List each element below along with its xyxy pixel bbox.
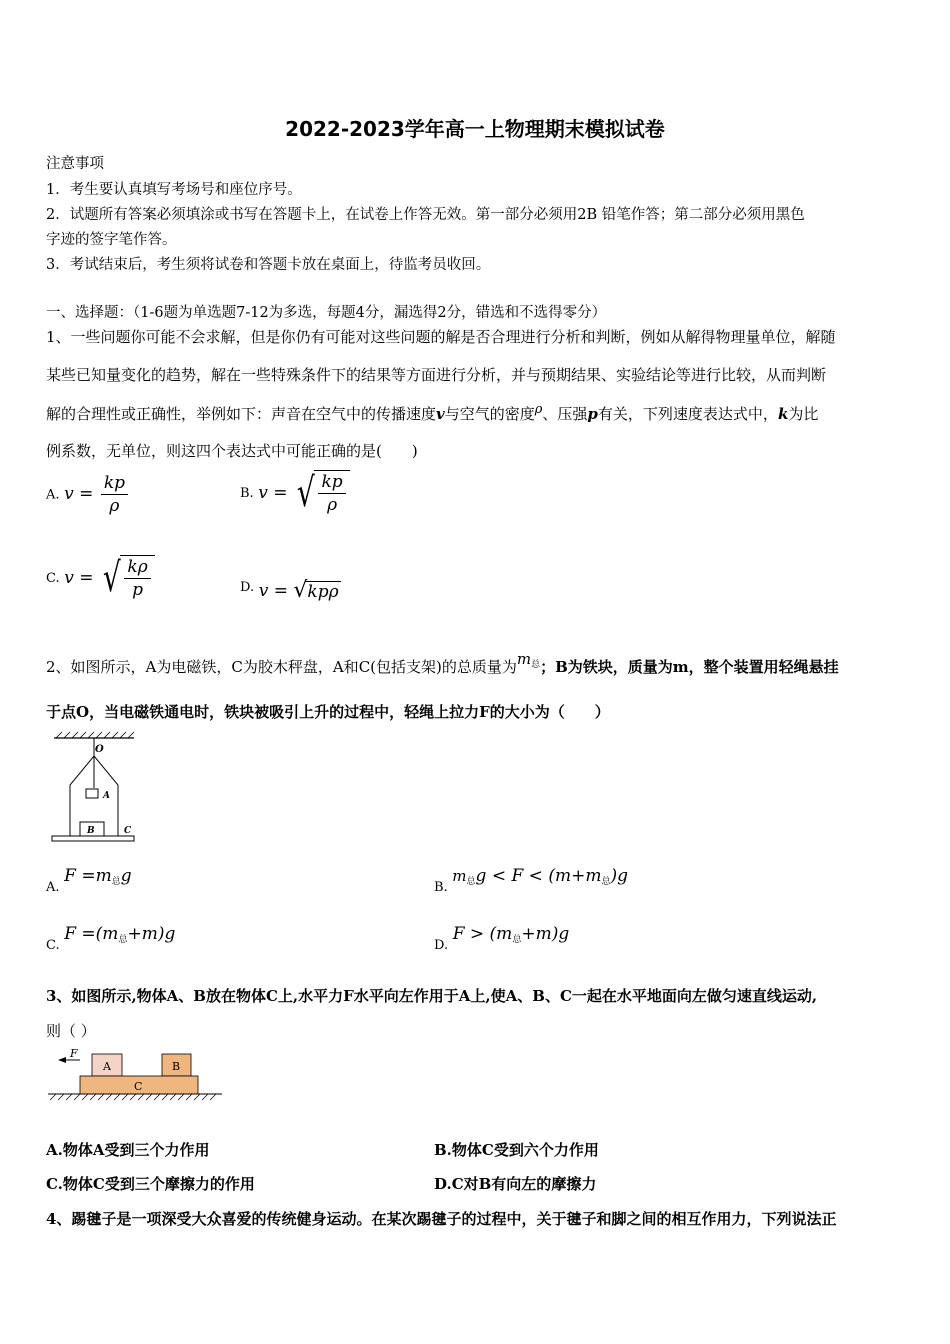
label-f: F xyxy=(70,1048,78,1060)
q1-option-d-lhs: v = xyxy=(258,580,288,601)
q1-option-b-formula xyxy=(258,470,349,516)
q3-option-b[interactable]: B.物体C受到六个力作用 xyxy=(434,1141,599,1159)
q1-option-a-formula xyxy=(64,473,130,516)
q4-line-1: 4、踢毽子是一项深受大众喜爱的传统健身运动。在某次踢毽子的过程中，关于毽子和脚之间的相互作用力，下列说法正 xyxy=(46,1210,837,1228)
q1-symbol-v: v xyxy=(436,405,445,423)
exam-title: 2022-2023学年高一上物理期末模拟试卷 xyxy=(285,117,665,141)
q1-line-3c: 、压强 xyxy=(542,405,588,423)
q2-option-c-expr: F =(m xyxy=(64,924,119,944)
q1-line-3e: 为比 xyxy=(788,405,819,423)
q2-option-c[interactable] xyxy=(46,924,175,953)
q1-line-2: 某些已知量变化的趋势，解在一些特殊条件下的结果等方面进行分析，并与预期结果、实验结论等进行比较，从而判断 xyxy=(46,366,827,384)
numerator: kp xyxy=(101,472,128,495)
q3-option-c[interactable]: C.物体C受到三个摩擦力的作用 xyxy=(46,1175,255,1193)
label-c: C xyxy=(134,1080,143,1093)
q2-line-1b: ；B为铁块，质量为m，整个装置用轻绳悬挂 xyxy=(540,658,839,676)
q2-option-b-tail: )g xyxy=(610,866,628,886)
ground-hatch xyxy=(50,1094,216,1100)
label-a: A xyxy=(103,1060,111,1073)
denominator: ρ xyxy=(327,495,338,515)
radical-sign-icon: √ xyxy=(296,470,315,516)
q2-option-a[interactable] xyxy=(46,866,132,895)
q2-option-c-label: C. xyxy=(46,938,60,953)
q1-symbol-rho: ρ xyxy=(534,402,543,417)
notice-item-2: 2．试题所有答案必须填涂或书写在答题卡上，在试卷上作答无效。第一部分必须用2B 铅笔作答；第二部分必须用黑色 xyxy=(46,207,805,223)
q1-option-a[interactable] xyxy=(46,472,130,517)
q2-line-1 xyxy=(46,650,839,677)
radical-sign-icon: √ xyxy=(293,578,308,603)
q2-option-a-expr: F =m xyxy=(64,866,112,886)
q2-option-b-formula xyxy=(452,866,628,886)
q1-line-3d: 有关，下列速度表达式中， xyxy=(597,405,778,423)
q1-option-b-lhs: v = xyxy=(258,482,288,503)
label-b: B xyxy=(87,826,95,836)
q1-line-3 xyxy=(46,402,818,424)
q2-option-d-sub: 总 xyxy=(512,935,522,945)
q2-option-a-tail: g xyxy=(120,866,132,886)
numerator: kp xyxy=(318,471,345,494)
notice-heading: 注意事项 xyxy=(46,156,104,172)
tray-c xyxy=(52,836,134,841)
fraction xyxy=(124,556,150,601)
section-heading: 一、选择题：（1-6题为单选题7-12为多选，每题4分，漏选得2分，错选和不选得零分） xyxy=(46,305,607,321)
label-b: B xyxy=(172,1060,181,1073)
q3-figure xyxy=(46,1048,226,1106)
q2-option-b-sub: 总 xyxy=(466,877,476,887)
label-o: O xyxy=(95,744,104,755)
square-root xyxy=(293,470,350,516)
q1-line-4: 例系数，无单位，则这四个表达式中可能正确的是( ) xyxy=(46,442,418,460)
q1-line-3a: 解的合理性或正确性，举例如下：声音在空气中的传播速度 xyxy=(46,405,437,423)
fraction xyxy=(318,471,345,516)
magnet-a xyxy=(86,789,98,798)
q1-option-b[interactable] xyxy=(240,470,350,516)
q1-option-d-label: D. xyxy=(240,580,255,595)
q2-option-a-label: A. xyxy=(46,880,60,895)
q1-option-c-lhs: v = xyxy=(64,567,94,588)
q3-option-a[interactable]: A.物体A受到三个力作用 xyxy=(46,1141,210,1159)
notice-item-2-cont: 字迹的签字笔作答。 xyxy=(46,232,177,248)
q1-symbol-p: p xyxy=(587,405,598,423)
denominator: ρ xyxy=(109,496,120,516)
notice-item-1: 1．考生要认真填写考场号和座位序号。 xyxy=(46,182,302,198)
q3-option-d[interactable]: D.C对B有向左的摩擦力 xyxy=(434,1175,597,1193)
q2-mass-sub: 总 xyxy=(531,660,541,670)
q1-option-c[interactable] xyxy=(46,555,155,601)
q2-option-a-formula xyxy=(64,866,131,886)
q2-option-d-tail: +m)g xyxy=(521,924,570,944)
q2-option-b-pre: m xyxy=(452,867,467,885)
q1-option-a-label: A. xyxy=(46,487,60,503)
label-a: A xyxy=(103,791,110,801)
q2-option-b-sub2: 总 xyxy=(601,877,611,887)
q1-line-3b: 与空气的密度 xyxy=(444,405,535,423)
fraction xyxy=(101,472,128,517)
q3-line-1: 3、如图所示,物体A、B放在物体C上,水平力F水平向左作用于A上,使A、B、C一起在水平地面向左做匀速直线运动, xyxy=(46,987,818,1005)
q2-option-d[interactable] xyxy=(434,924,569,953)
notice-item-3: 3．考试结束后，考生须将试卷和答题卡放在桌面上，待监考员收回。 xyxy=(46,257,491,273)
q2-option-d-expr: F > (m xyxy=(452,924,513,944)
q3-line-2: 则（ ） xyxy=(46,1022,96,1040)
q1-option-d-formula xyxy=(258,578,341,603)
q1-option-b-label: B. xyxy=(240,486,254,501)
numerator: kρ xyxy=(124,556,150,579)
q2-mass-symbol xyxy=(517,650,540,668)
arrow-head-icon xyxy=(58,1057,66,1063)
q2-option-b-label: B. xyxy=(434,880,448,895)
q2-option-a-sub: 总 xyxy=(111,877,121,887)
q2-line-1a: 2、如图所示，A为电磁铁，C为胶木秤盘，A和C(包括支架)的总质量为 xyxy=(46,658,517,676)
q1-line-1: 1、一些问题你可能不会求解，但是你仍有可能对这些问题的解是否合理进行分析和判断，例如从解得物理量单位，解随 xyxy=(46,328,836,346)
ceiling-hatch xyxy=(56,732,134,738)
radical-sign-icon: √ xyxy=(102,555,121,601)
q2-figure xyxy=(48,730,138,845)
denominator: p xyxy=(132,580,143,600)
q2-mass-m: m xyxy=(516,650,532,668)
q2-line-2: 于点O，当电磁铁通电时，铁块被吸引上升的过程中，轻绳上拉力F的大小为（ ） xyxy=(46,703,610,721)
q1-option-c-label: C. xyxy=(46,571,60,586)
q2-option-c-formula xyxy=(64,924,175,944)
label-c: C xyxy=(124,826,132,836)
radicand: kpρ xyxy=(307,581,339,602)
q1-option-d[interactable] xyxy=(240,580,341,602)
q2-option-c-tail: +m)g xyxy=(127,924,176,944)
q2-option-c-sub: 总 xyxy=(118,935,128,945)
q2-option-b[interactable] xyxy=(434,866,628,895)
q2-option-d-label: D. xyxy=(434,938,449,953)
square-root xyxy=(99,555,155,601)
square-root xyxy=(293,580,340,602)
q2-option-b-mid: g < F < (m+m xyxy=(475,866,602,886)
q2-option-d-formula xyxy=(453,924,570,944)
q1-option-a-lhs: v = xyxy=(64,484,94,504)
q1-symbol-k: k xyxy=(777,405,789,423)
